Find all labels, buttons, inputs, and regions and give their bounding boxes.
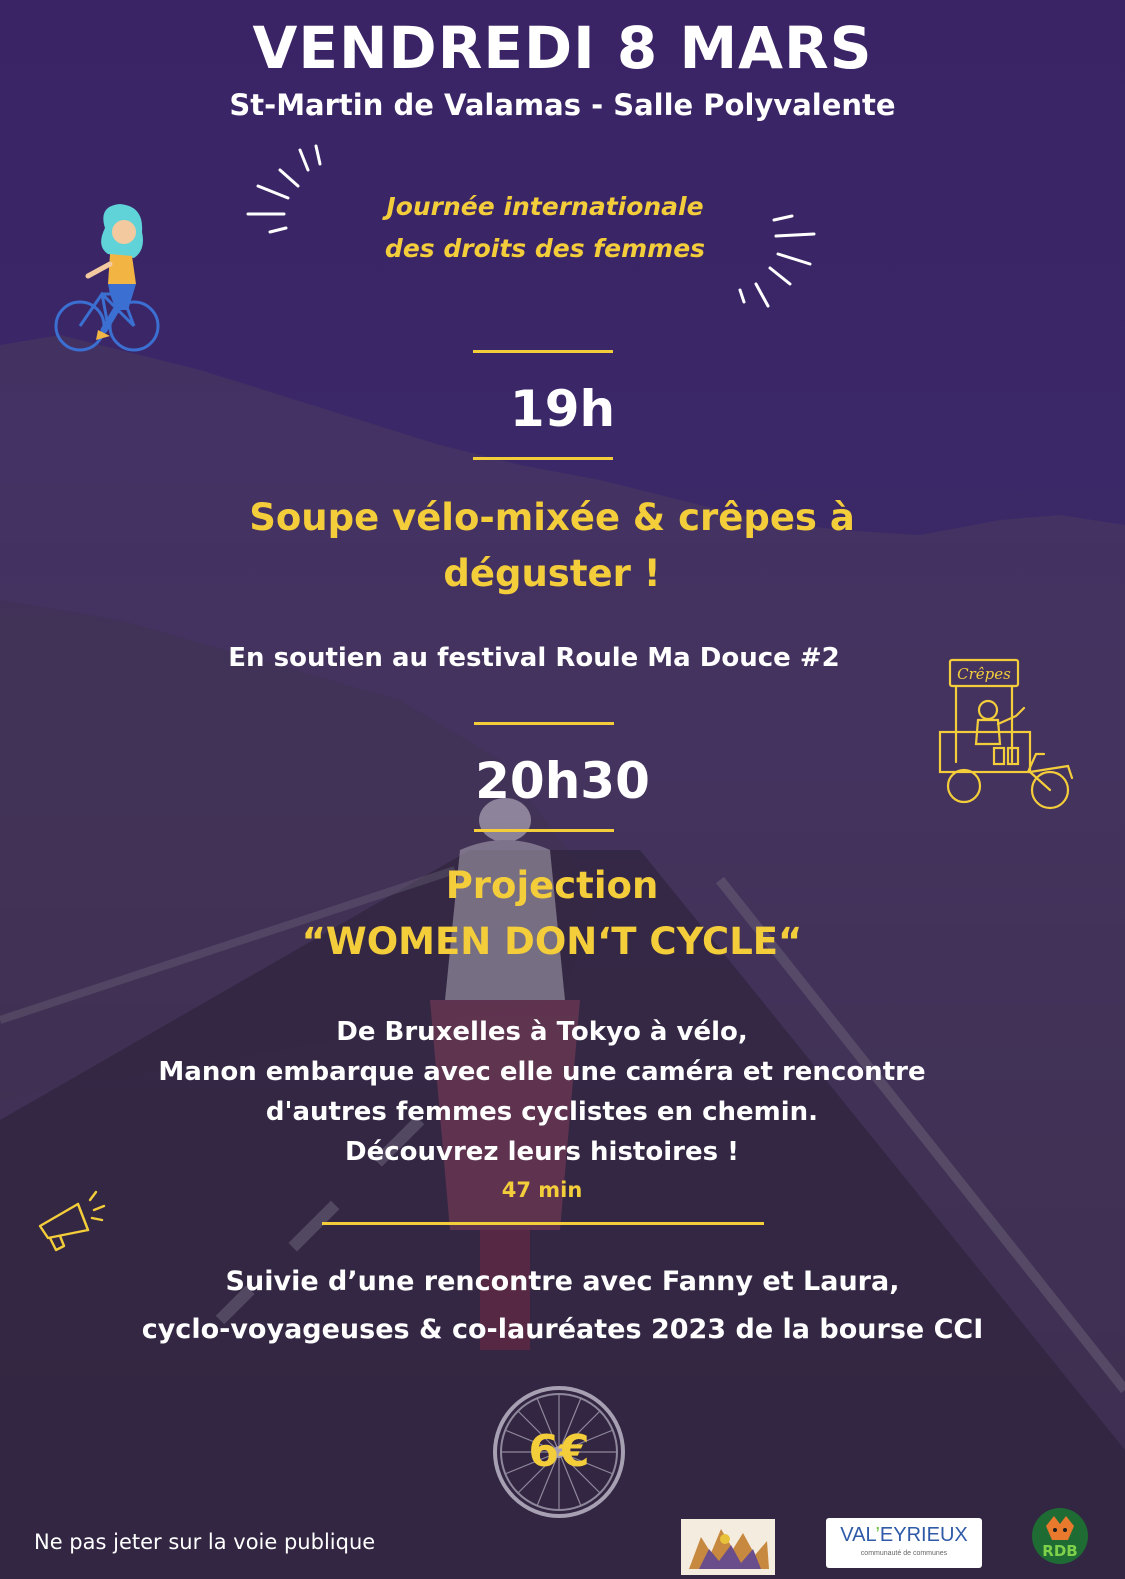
megaphone-icon [34,1186,108,1256]
event1-time: 19h [509,380,616,438]
event2-film-title: “WOMEN DON‘T CYCLE“ [301,920,803,963]
valeyrieux-logo-text [826,1524,982,1547]
event2-description [60,1012,1024,1172]
event-date-title: VENDREDI 8 MARS [252,14,873,82]
partner-logo-art-icon [681,1519,775,1575]
cart-sign-text: Crêpes [957,665,1011,683]
partner-logo-valeyrieux [826,1518,982,1568]
partner-logo-rdb [1028,1502,1092,1566]
event2-time: 20h30 [475,752,650,810]
divider [473,350,613,353]
partner-logo-artwork [681,1519,775,1575]
description-line-4: Découvrez leurs histoires ! [345,1137,739,1167]
rdb-logo-text: RDB [1042,1542,1078,1560]
description-line-2: Manon embarque avec elle une caméra et rencontre [158,1057,926,1087]
divider [474,829,614,832]
tagline-line-2: des droits des femmes [384,234,706,263]
cyclist-woman-illustration [50,198,165,363]
meeting-line-2: cyclo-voyageuses & co-lauréates 2023 de la bourse CCI [141,1314,984,1345]
event1-headline-line-2: déguster ! [443,552,661,595]
meeting-text [20,1258,1105,1354]
tagline [300,186,790,270]
description-line-3: d'autres femmes cyclistes en chemin. [265,1097,819,1127]
event1-support-text: En soutien au festival Roule Ma Douce #2 [228,643,840,673]
event2-headline [100,858,1004,970]
price-label: 6€ [528,1426,590,1477]
footer-note: Ne pas jeter sur la voie publique [34,1530,376,1554]
divider [322,1222,764,1225]
valeyrieux-part-a: VAL [840,1524,876,1546]
tagline-line-1: Journée internationale [386,192,704,221]
event1-headline [100,490,1004,602]
meeting-line-1: Suivie d’une rencontre avec Fanny et Laura, [225,1266,900,1297]
valeyrieux-part-c: EYRIEUX [879,1524,968,1546]
valeyrieux-logo-subtitle: communauté de communes [860,1550,948,1557]
divider [473,457,613,460]
event-location: St-Martin de Valamas - Salle Polyvalente [229,88,896,122]
event2-headline-line-1: Projection [445,864,659,907]
event1-headline-line-1: Soupe vélo-mixée & crêpes à [249,496,855,539]
valeyrieux-part-b: ’ [875,1524,880,1546]
description-line-1: De Bruxelles à Tokyo à vélo, [336,1017,748,1047]
divider [474,722,614,725]
film-duration: 47 min [501,1178,583,1202]
